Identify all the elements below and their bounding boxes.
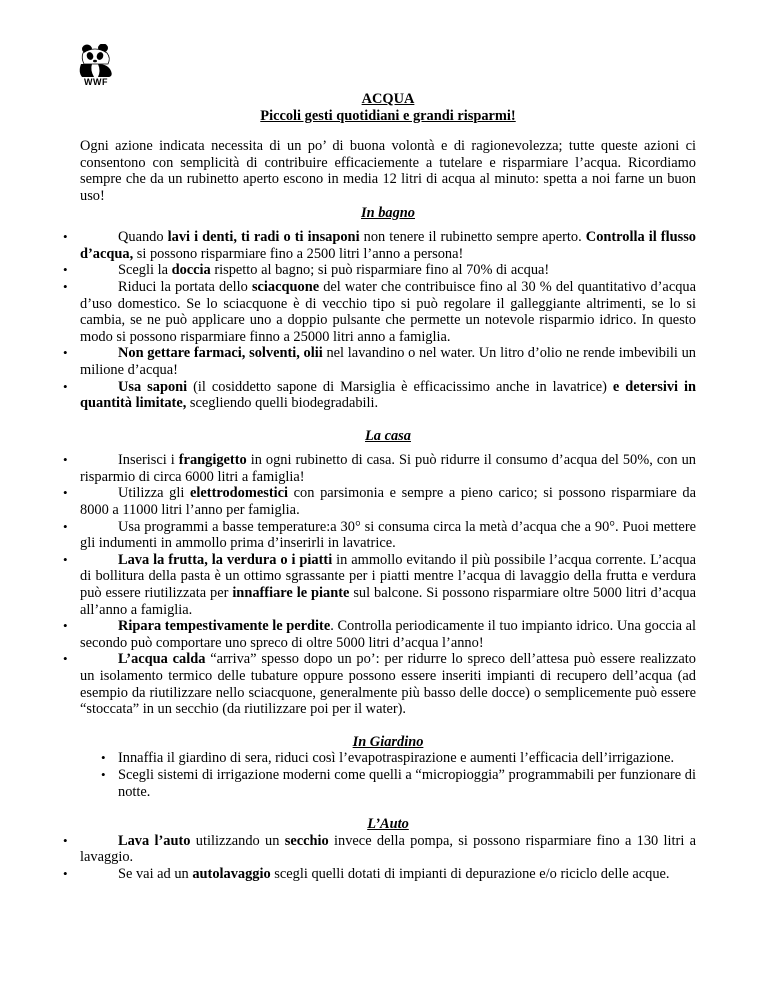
list-item: • Non gettare farmaci, solventi, olii nel lavandino o nel water. Un litro d’olio ne rende imbevibili un milione d’acqua! bbox=[80, 345, 696, 378]
list-item: • Innaffia il giardino di sera, riduci così l’evapotraspirazione e aumenti l’efficacia dell’irrigazione. bbox=[118, 750, 696, 767]
section-title-casa: La casa bbox=[365, 427, 411, 444]
list-giardino bbox=[80, 750, 696, 800]
list-bagno bbox=[80, 229, 696, 412]
list-item: • Scegli sistemi di irrigazione moderni come quelli a “micropioggia” programmabili per funzionare di notte. bbox=[118, 767, 696, 800]
section-title-giardino: In Giardino bbox=[352, 733, 424, 750]
section-title-auto: L’Auto bbox=[367, 816, 409, 833]
section-title-bagno: In bagno bbox=[361, 204, 415, 221]
document-title bbox=[80, 91, 696, 124]
list-item: • Lava l’auto utilizzando un secchio invece della pompa, si possono risparmiare fino a 130 litri a lavaggio. bbox=[80, 833, 696, 866]
panda-icon bbox=[78, 44, 114, 78]
title-line-1: ACQUA bbox=[361, 91, 415, 107]
list-item: • L’acqua calda “arriva” spesso dopo un po’: per ridurre lo spreco dell’attesa può essere realizzato un isolamento termico delle tubature oppure possono essere inseriti impianti di recupero dell’acqua (ad esempio da riutilizzare nello sciacquone, generalmente più basso delle docce) o semplicemente può essere “stoccata” in un secchio (da riutilizzare poi per il water). bbox=[80, 651, 696, 717]
list-item: • Usa programmi a basse temperature:a 30° si consuma circa la metà d’acqua che a 90°. Puoi mettere gli indumenti in ammollo prima d’inserirli in lavatrice. bbox=[80, 519, 696, 552]
list-item: • Inserisci i frangigetto in ogni rubinetto di casa. Si può ridurre il consumo d’acqua del 50%, con un risparmio di circa 6000 litri a famiglia! bbox=[80, 452, 696, 485]
list-item: • Utilizza gli elettrodomestici con parsimonia e sempre a pieno carico; si possono risparmiare da 8000 a 11000 litri l’anno per famiglia. bbox=[80, 485, 696, 518]
list-item: • Ripara tempestivamente le perdite. Controlla periodicamente il tuo impianto idrico. Una goccia al secondo può comportare uno spreco di oltre 5000 litri d’acqua l’anno! bbox=[80, 618, 696, 651]
wwf-logo bbox=[78, 44, 114, 90]
title-line-2: Piccoli gesti quotidiani e grandi risparmi! bbox=[260, 107, 516, 124]
list-item: • Usa saponi (il cosiddetto sapone di Marsiglia è efficacissimo anche in lavatrice) e detersivi in quantità limitate, scegliendo quelli biodegradabili. bbox=[80, 379, 696, 412]
list-casa bbox=[80, 452, 696, 718]
list-item: • Scegli la doccia rispetto al bagno; si può risparmiare fino al 70% di acqua! bbox=[80, 262, 696, 279]
list-item: • Se vai ad un autolavaggio scegli quelli dotati di impianti di depurazione e/o riciclo delle acque. bbox=[80, 866, 696, 883]
list-auto-items bbox=[80, 833, 696, 883]
logo-text: WWF bbox=[84, 77, 108, 87]
list-item: • Lava la frutta, la verdura o i piatti in ammollo evitando il più possibile l’acqua corrente. L’acqua di bollitura della pasta è un ottimo sgrassante per i piatti mentre l’acqua di lavaggio della frutta e verdura può essere riutilizzata per innaffiare le piante sul balcone. Si possono risparmiare oltre 5000 litri d’acqua all’anno a famiglia. bbox=[80, 552, 696, 618]
list-item: • Quando lavi i denti, ti radi o ti insaponi non tenere il rubinetto sempre aperto. Controlla il flusso d’acqua, si possono risparmiare fino a 2500 litri l’anno a persona! bbox=[80, 229, 696, 262]
list-item: • Riduci la portata dello sciacquone del water che contribuisce fino al 30 % del quantitativo d’acqua d’uso domestico. Se lo sciacquone è di vecchio tipo si può regolare il galleggiante altrimenti, se lo si cambia, se ne può applicare uno a doppio pulsante che permette un notevole risparmio idrico. In questo modo si possono risparmiare finno a 25000 litri anno a famiglia. bbox=[80, 279, 696, 345]
intro-paragraph: Ogni azione indicata necessita di un po’ di buona volontà e di ragionevolezza; tutte queste azioni ci consentono con semplicità di contribuire efficaciemente a tutelare e risparmiare l’acqua. Ricordiamo sempre che da un rubinetto aperto escono in media 12 litri di acqua al minuto: spetta a noi farne un buon uso! bbox=[80, 138, 696, 204]
document-page bbox=[80, 91, 696, 883]
